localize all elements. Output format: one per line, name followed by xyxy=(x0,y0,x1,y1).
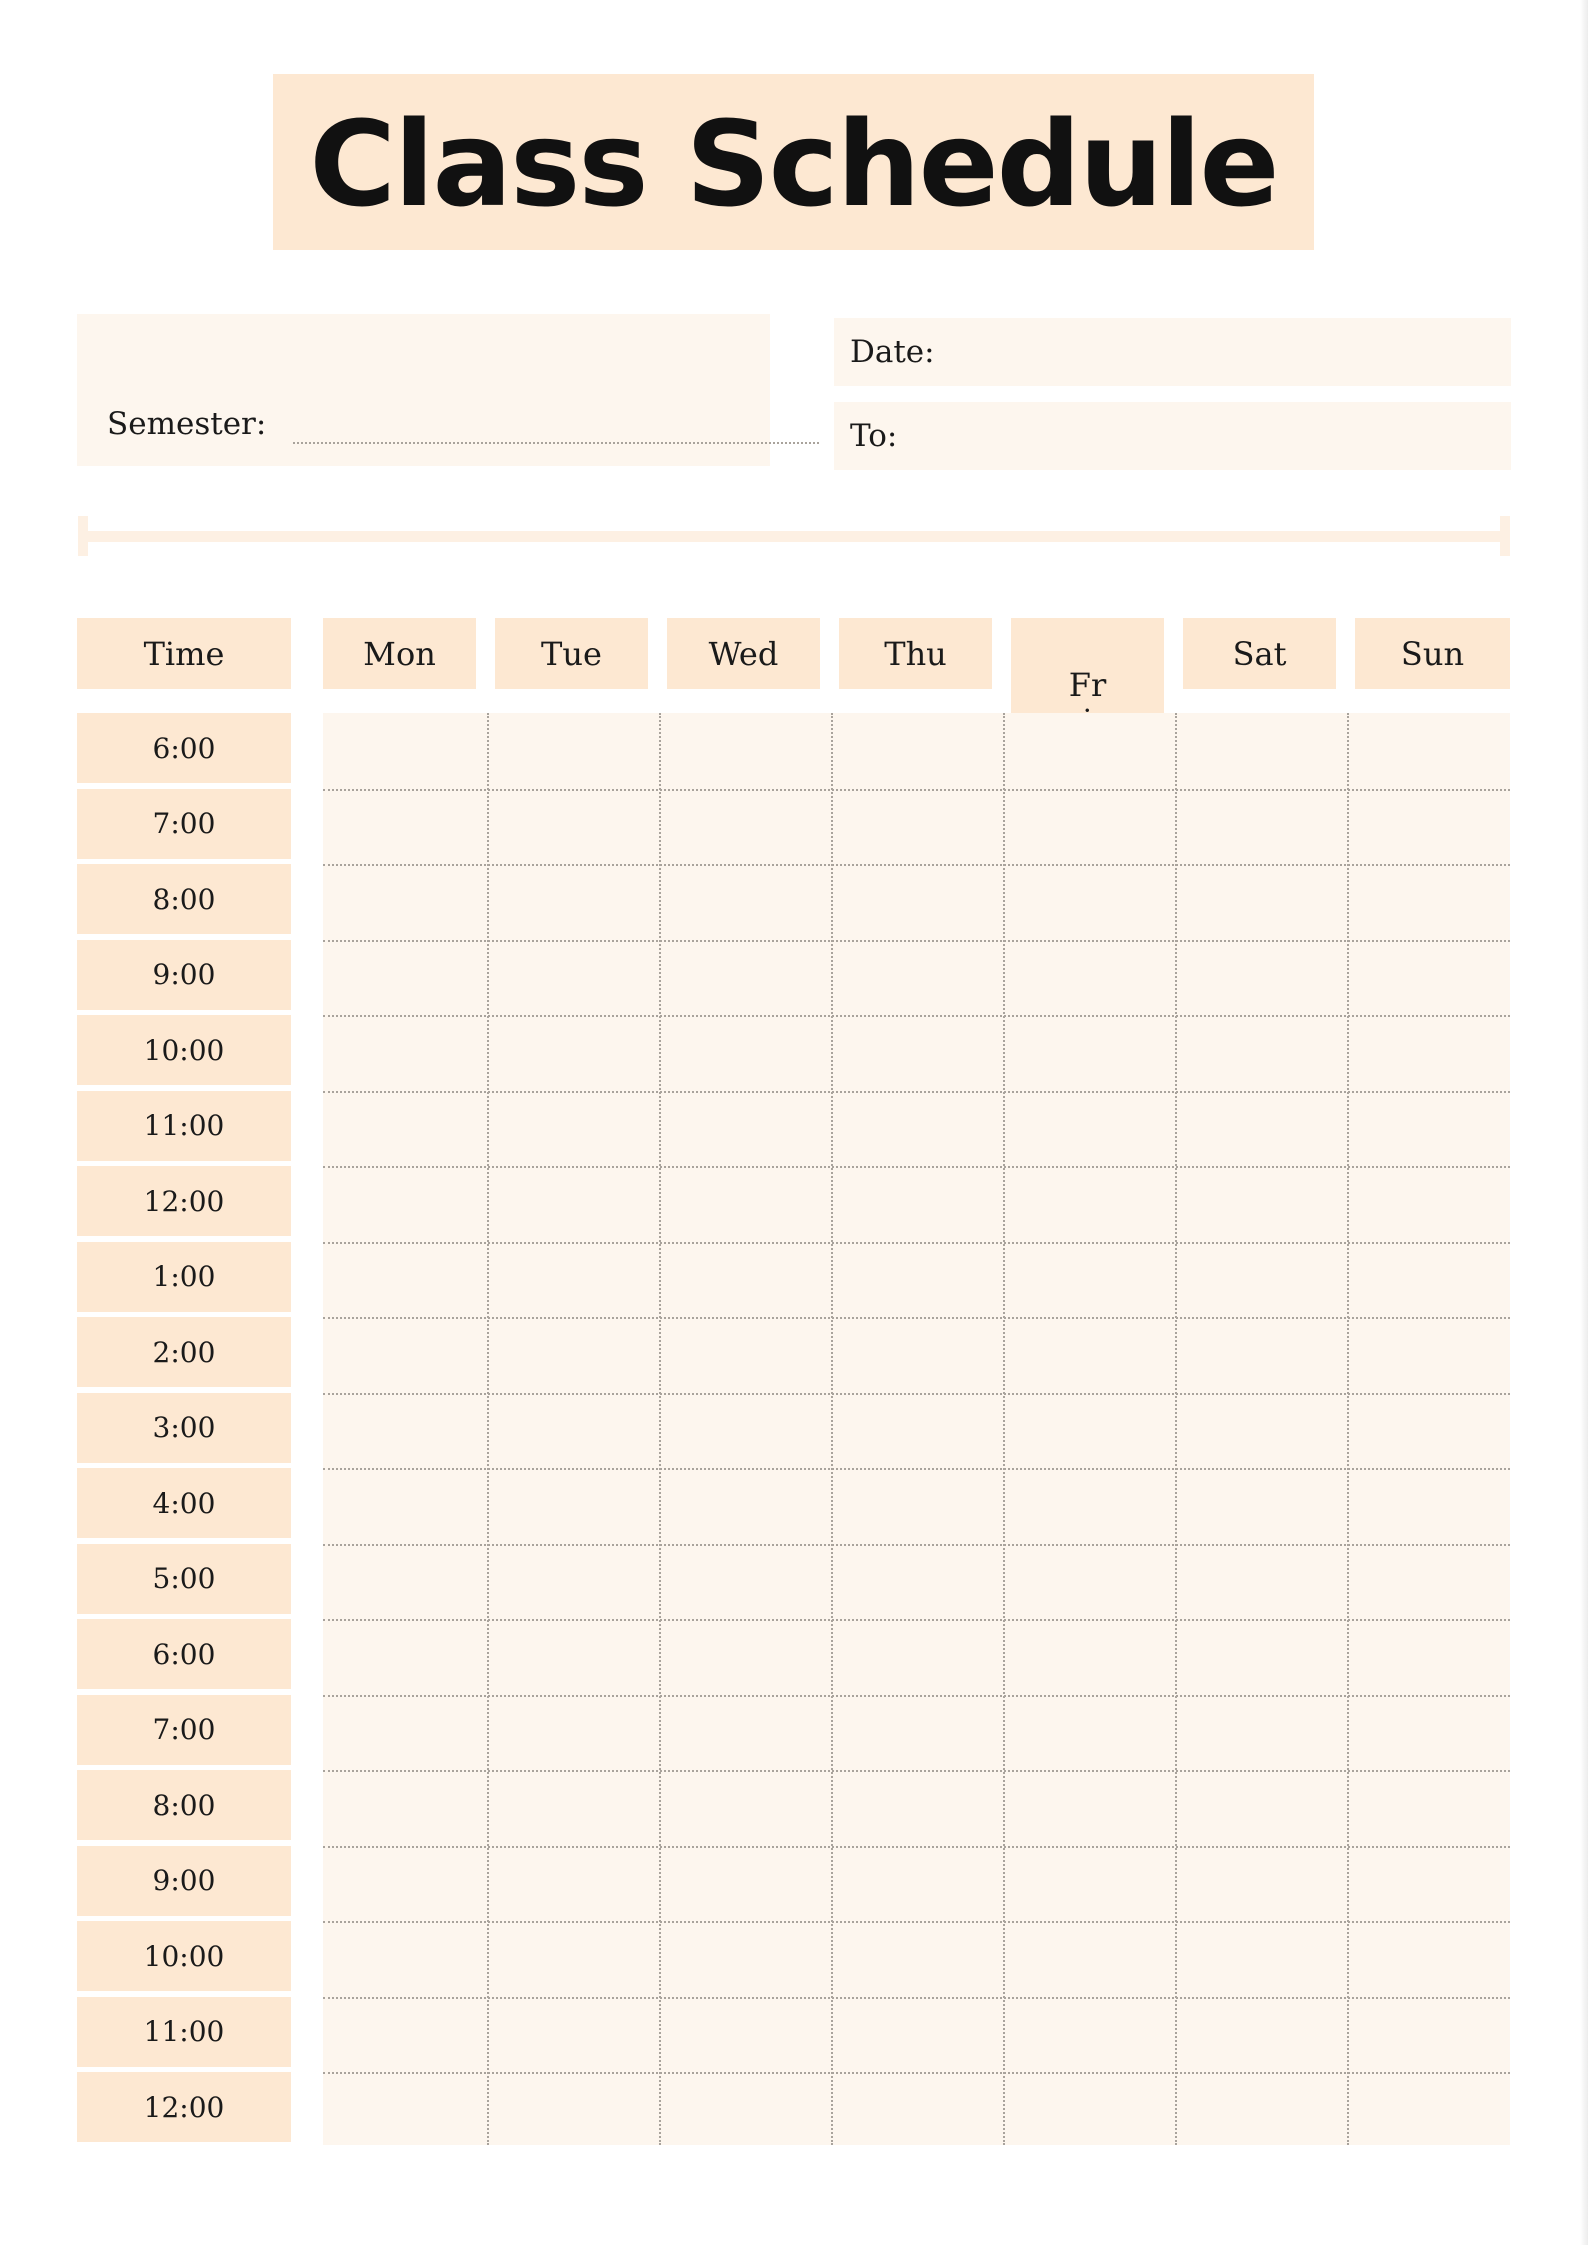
grid-row-line xyxy=(323,789,1510,791)
grid-column-line xyxy=(1003,713,1005,2145)
time-slot-label: 5:00 xyxy=(77,1544,291,1614)
page-title: Class Schedule xyxy=(309,95,1278,233)
time-slot-label: 12:00 xyxy=(77,1166,291,1236)
semester-fill-line[interactable] xyxy=(293,442,819,444)
day-header-sun: Sun xyxy=(1355,618,1510,689)
grid-row-line xyxy=(323,1468,1510,1470)
time-slot-label: 8:00 xyxy=(77,864,291,934)
time-slot-label: 3:00 xyxy=(77,1393,291,1463)
day-header-label: Fr xyxy=(1068,666,1107,705)
grid-row-line xyxy=(323,1997,1510,1999)
to-label: To: xyxy=(850,418,898,454)
grid-row-line xyxy=(323,1242,1510,1244)
grid-row-line xyxy=(323,1317,1510,1319)
grid-row-line xyxy=(323,1015,1510,1017)
day-header-tue: Tue xyxy=(495,618,648,689)
time-slot-label: 6:00 xyxy=(77,1619,291,1689)
time-slot-label: 1:00 xyxy=(77,1242,291,1312)
grid-row-line xyxy=(323,1393,1510,1395)
time-slot-label: 9:00 xyxy=(77,1846,291,1916)
grid-row-line xyxy=(323,1166,1510,1168)
time-slot-label: 12:00 xyxy=(77,2072,291,2142)
grid-row-line xyxy=(323,1091,1510,1093)
time-slot-label: 11:00 xyxy=(77,1997,291,2067)
grid-row-line xyxy=(323,2072,1510,2074)
time-slot-label: 4:00 xyxy=(77,1468,291,1538)
grid-row-line xyxy=(323,940,1510,942)
day-header-mon: Mon xyxy=(323,618,476,689)
grid-column-line xyxy=(659,713,661,2145)
grid-row-line xyxy=(323,1770,1510,1772)
date-label: Date: xyxy=(850,334,935,370)
to-field[interactable] xyxy=(834,402,1511,470)
grid-row-line xyxy=(323,1544,1510,1546)
divider-cap-right xyxy=(1500,516,1510,556)
day-header-thu: Thu xyxy=(839,618,992,689)
page-edge xyxy=(1580,0,1588,2245)
grid-row-line xyxy=(323,1846,1510,1848)
divider-bar xyxy=(84,531,1504,542)
grid-column-line xyxy=(1347,713,1349,2145)
day-header-wed: Wed xyxy=(667,618,820,689)
title-banner xyxy=(273,74,1314,250)
time-slot-label: 11:00 xyxy=(77,1091,291,1161)
grid-column-line xyxy=(1175,713,1177,2145)
time-slot-label: 6:00 xyxy=(77,713,291,783)
semester-panel xyxy=(77,314,770,466)
divider-cap-left xyxy=(78,516,88,556)
time-header: Time xyxy=(77,618,291,689)
time-slot-label: 7:00 xyxy=(77,789,291,859)
grid-row-line xyxy=(323,1619,1510,1621)
grid-row-line xyxy=(323,1921,1510,1923)
time-slot-label: 10:00 xyxy=(77,1921,291,1991)
semester-label: Semester: xyxy=(107,406,267,442)
time-slot-label: 10:00 xyxy=(77,1015,291,1085)
grid-row-line xyxy=(323,1695,1510,1697)
schedule-grid[interactable] xyxy=(323,713,1510,2145)
time-slot-label: 2:00 xyxy=(77,1317,291,1387)
grid-column-line xyxy=(487,713,489,2145)
grid-row-line xyxy=(323,864,1510,866)
time-slot-label: 9:00 xyxy=(77,940,291,1010)
grid-column-line xyxy=(831,713,833,2145)
time-slot-label: 7:00 xyxy=(77,1695,291,1765)
date-field[interactable] xyxy=(834,318,1511,386)
day-header-sat: Sat xyxy=(1183,618,1336,689)
time-slot-label: 8:00 xyxy=(77,1770,291,1840)
